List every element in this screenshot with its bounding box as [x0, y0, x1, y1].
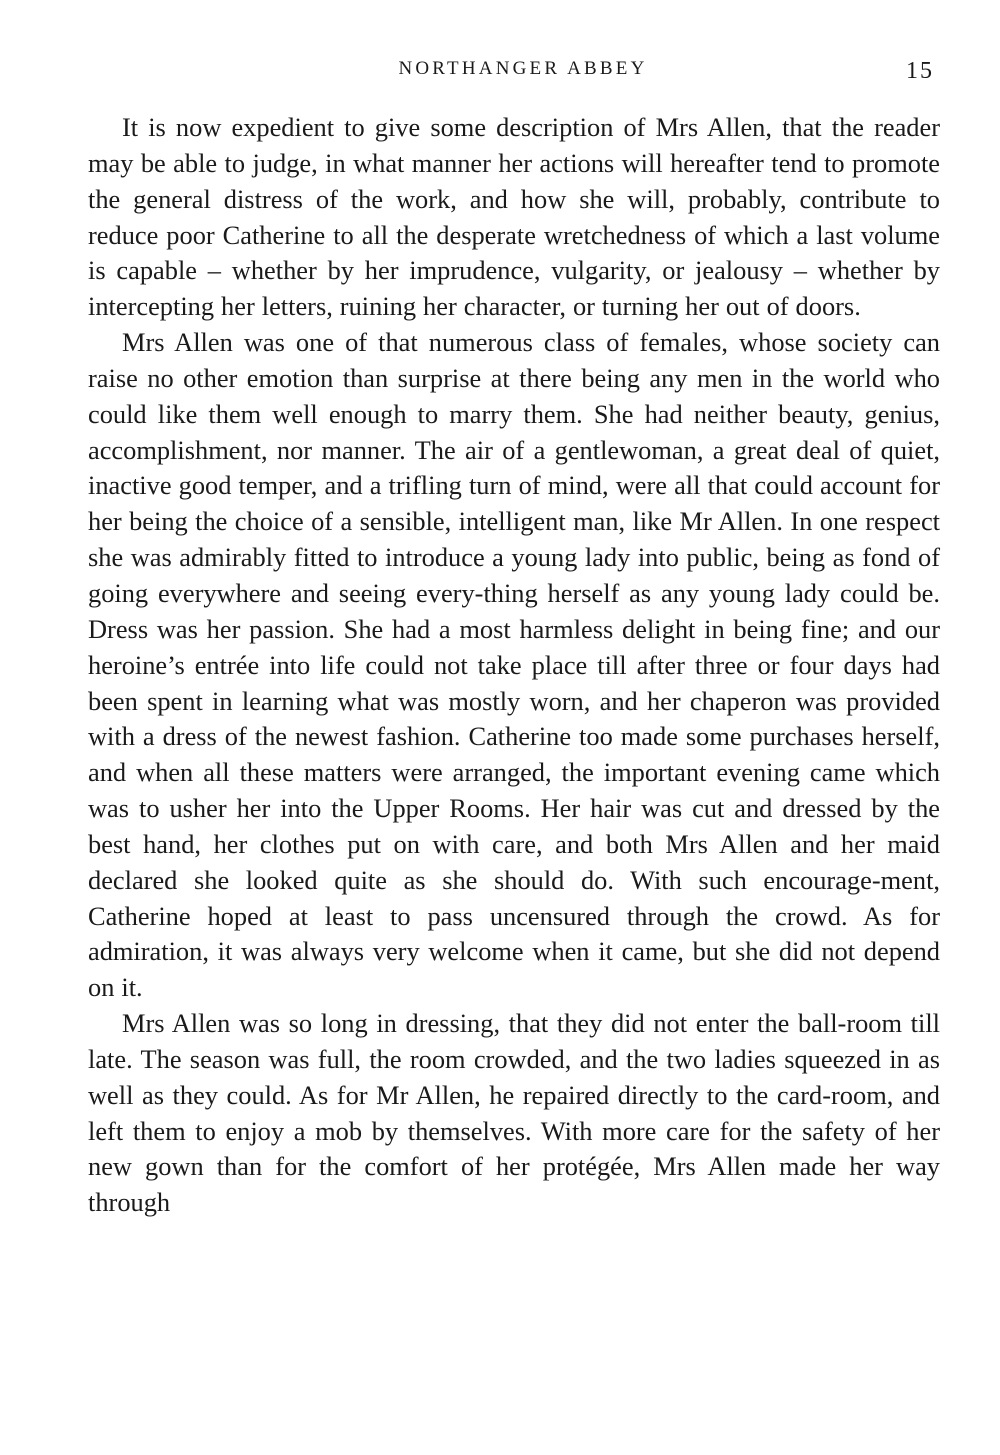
paragraph-mrs-allen-character: Mrs Allen was one of that numerous class of females, whose society can raise no other emotion than surprise at there being any men in the world who could like them well enough to marry them. She had neither beauty, genius, accomplishment, nor manner. The air of a gentlewoman, a great deal of quiet, inactive good temper, and a trifling turn of mind, were all that could account for her being the choice of a sensible, intelligent man, like Mr Allen. In one respect she was admirably fitted to introduce a young lady into public, being as fond of going everywhere and seeing every-thing herself as any young lady could be. Dress was her passion. She had a most harmless delight in being fine; and our heroine’s entrée into life could not take place till after three or four days had been spent in learning what was mostly worn, and her chaperon was provided with a dress of the newest fashion. Catherine too made some purchases herself, and when all these matters were arranged, the important evening came which was to usher her into the Upper Rooms. Her hair was cut and dressed by the best hand, her clothes put on with care, and both Mrs Allen and her maid declared she looked quite as she should do. With such encourage-ment, Catherine hoped at least to pass uncensured through the crowd. As for admiration, it was always very welcome when it came, but she did not depend on it.: [88, 327, 940, 1003]
running-title: NORTHANGER ABBEY: [398, 58, 648, 79]
body-text: [88, 110, 940, 1221]
paragraph-ball-room: Mrs Allen was so long in dressing, that they did not enter the ball-room till late. The season was full, the room crowded, and the two ladies squeezed in as well as they could. As for Mr Allen, he repaired directly to the card-room, and left them to enjoy a mob by themselves. With more care for the safety of her new gown than for the comfort of her protégée, Mrs Allen made her way through: [88, 1008, 940, 1218]
paragraph-mrs-allen-description: It is now expedient to give some description of Mrs Allen, that the reader may be able to judge, in what manner her actions will hereafter tend to promote the general distress of the work, and how she will, probably, contribute to reduce poor Catherine to all the desperate wretchedness of which a last volume is capable – whether by her imprudence, vulgarity, or jealousy – whether by intercepting her letters, ruining her character, or turning her out of doors.: [88, 112, 940, 322]
page-number: 15: [906, 58, 934, 84]
running-head: [88, 58, 940, 88]
